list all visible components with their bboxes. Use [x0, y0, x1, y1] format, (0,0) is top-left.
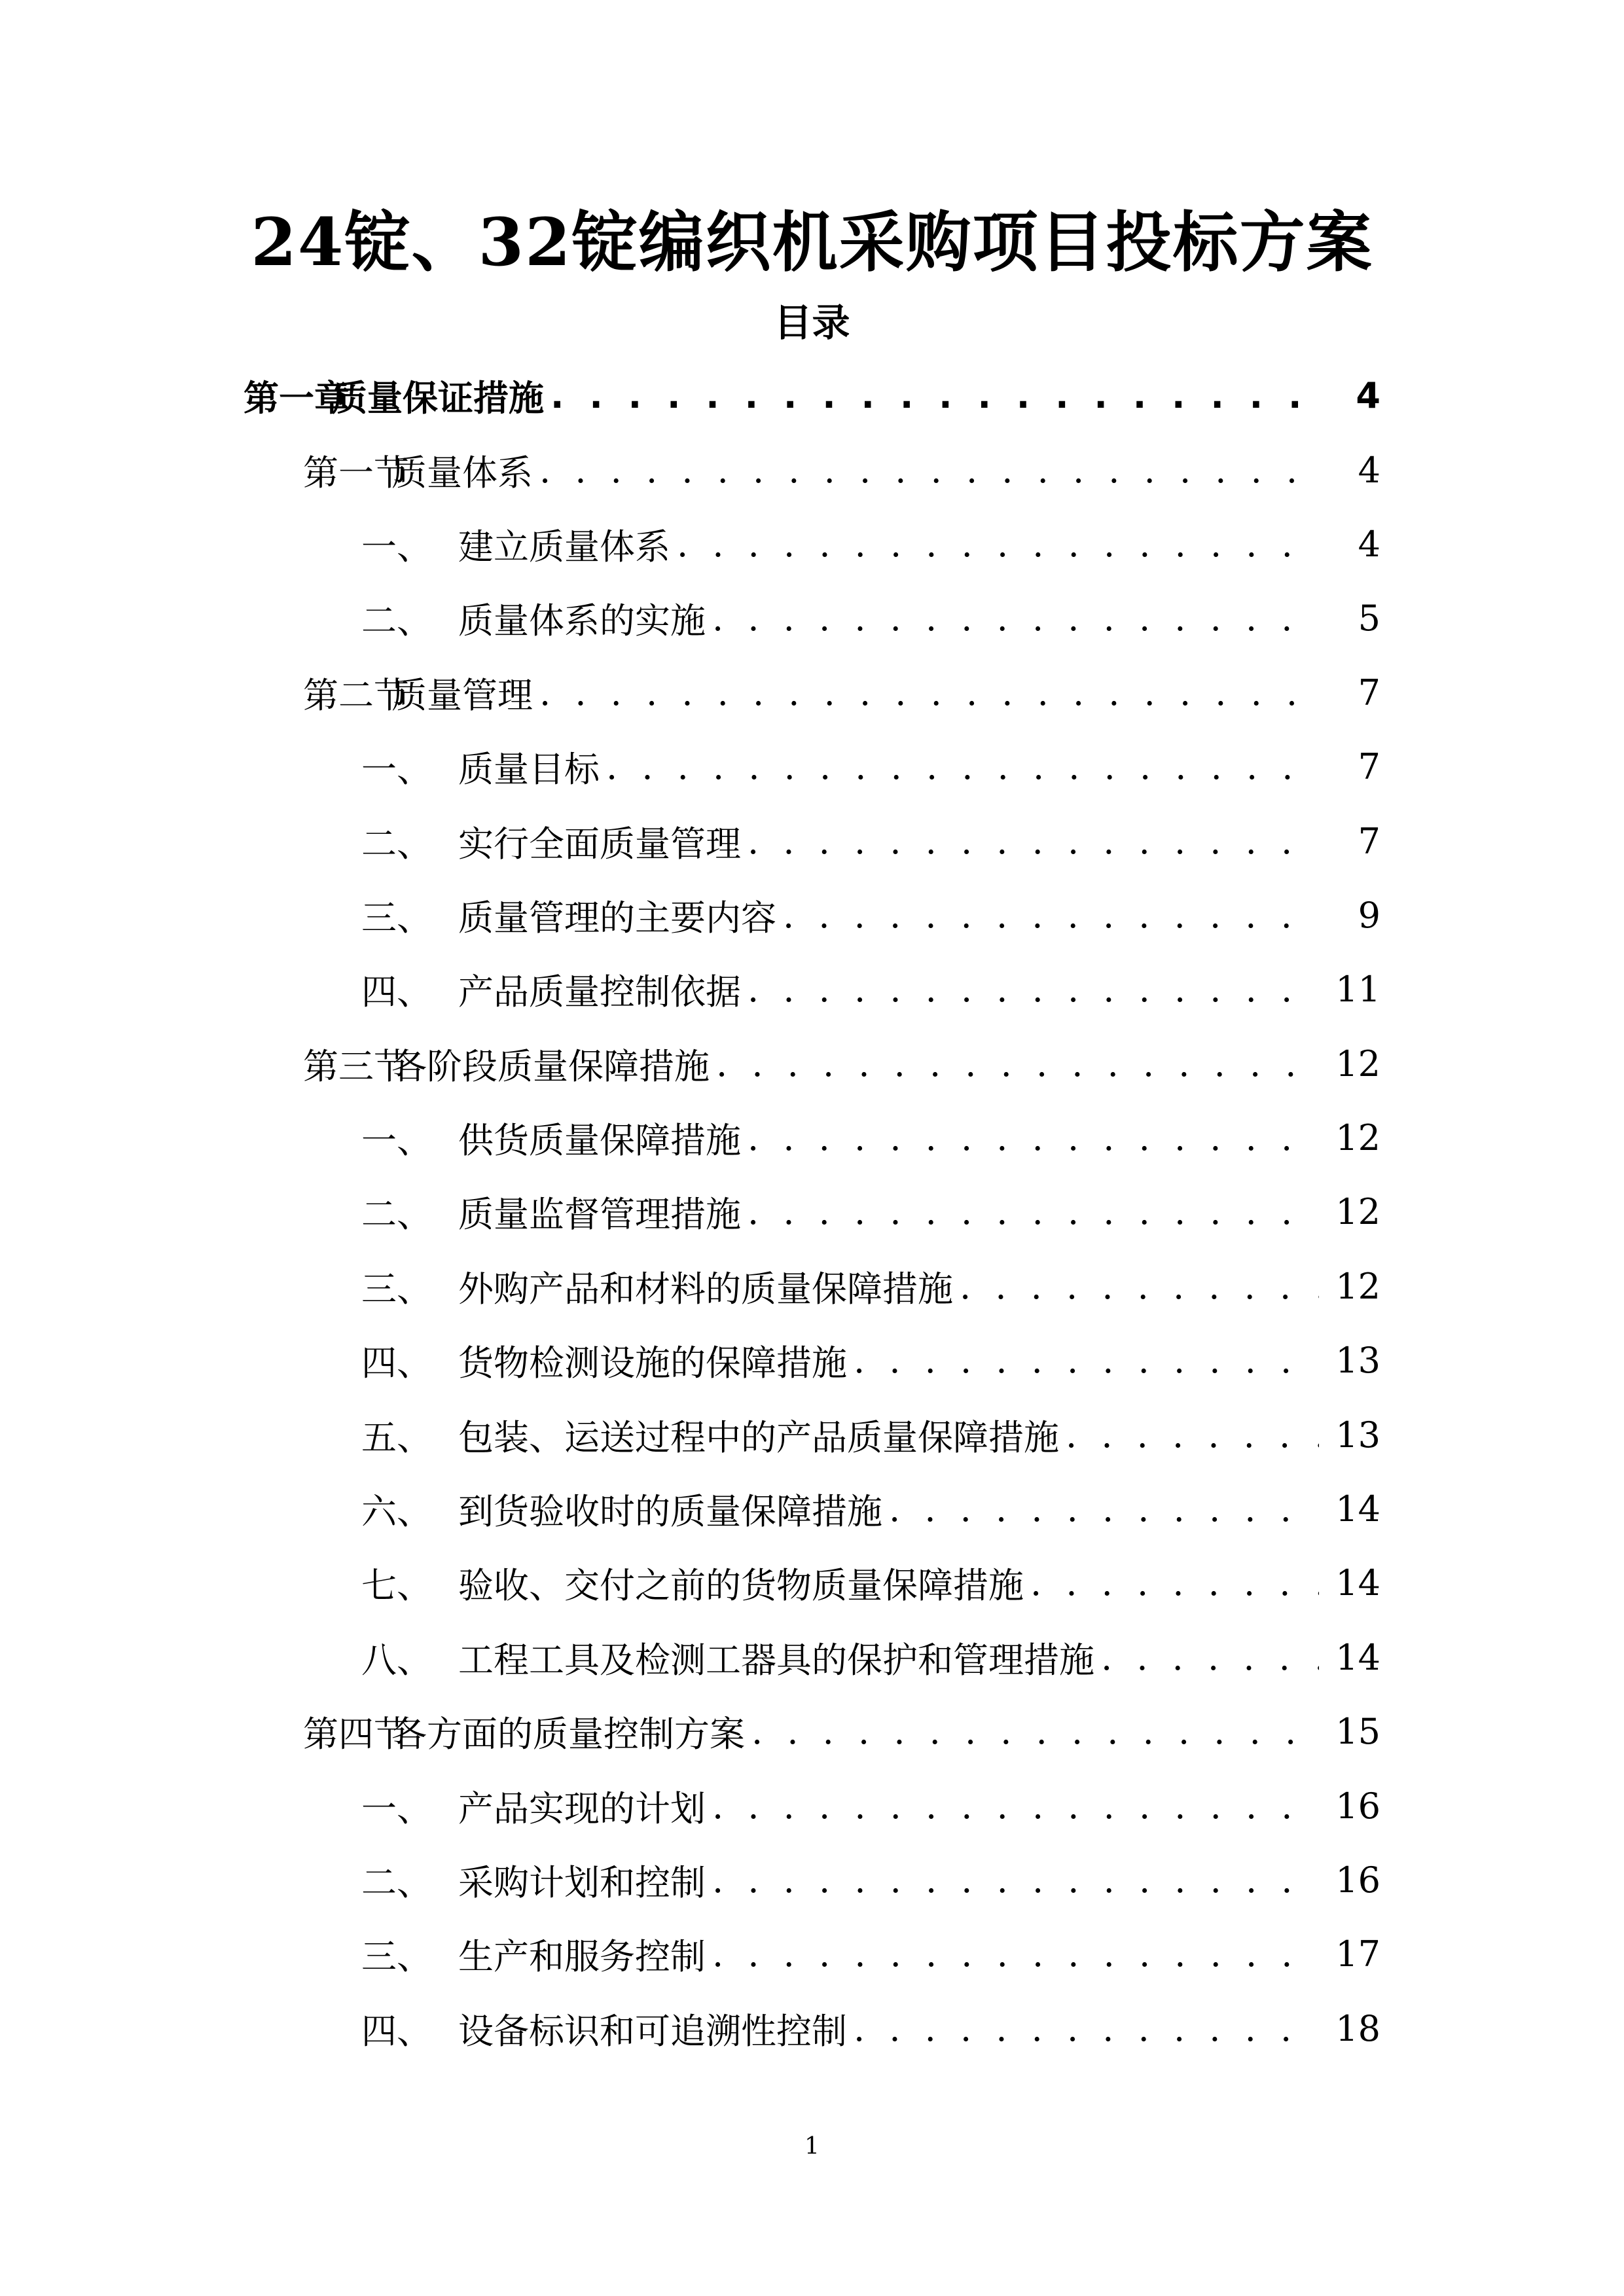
toc-entry-label — [361, 1113, 741, 1163]
toc-entry-number: 五、 — [361, 1416, 432, 1458]
toc-entry-label — [361, 1781, 706, 1831]
toc-dot-leader — [716, 1043, 1319, 1085]
toc-entry-page: 12 — [1335, 1117, 1380, 1159]
toc-entry-label — [361, 1558, 1024, 1608]
toc-entry-page: 14 — [1335, 1562, 1380, 1604]
toc-entry-title: 包装、运送过程中的产品质量保障措施 — [458, 1416, 1059, 1458]
toc-entry-label — [361, 1855, 706, 1905]
toc-entry-number: 第四节 — [303, 1713, 409, 1755]
toc-dot-leader — [751, 1711, 1319, 1752]
toc-entry-page: 15 — [1335, 1711, 1380, 1753]
toc-entry[interactable] — [0, 1397, 1624, 1471]
toc-dot-leader — [748, 1117, 1319, 1158]
toc-entry-label — [361, 1335, 847, 1386]
toc-dot-leader — [748, 821, 1319, 862]
toc-entry-title: 到货验收时的质量保障措施 — [458, 1491, 882, 1533]
toc-entry-page: 7 — [1358, 672, 1380, 713]
toc-entry[interactable] — [0, 656, 1624, 730]
toc-entry[interactable] — [0, 878, 1624, 952]
toc-entry-number: 三、 — [361, 897, 432, 939]
toc-dot-leader — [539, 450, 1319, 491]
toc-dot-leader — [712, 1933, 1319, 1975]
toc-entry-label — [303, 668, 533, 718]
toc-entry-title: 质量体系的实施 — [458, 600, 706, 642]
toc-entry-label — [361, 2003, 847, 2054]
toc-entry-title: 产品质量控制依据 — [458, 971, 741, 1013]
toc-entry[interactable] — [0, 581, 1624, 655]
toc-entry-number: 一、 — [361, 526, 432, 567]
toc-entry-number: 八、 — [361, 1639, 432, 1681]
toc-dot-leader — [712, 1859, 1319, 1901]
toc-entry-title: 外购产品和材料的质量保障措施 — [458, 1268, 953, 1310]
toc-entry[interactable] — [0, 1472, 1624, 1546]
toc-entry[interactable] — [0, 1101, 1624, 1175]
toc-entry-label — [303, 1706, 745, 1757]
toc-entry-page: 18 — [1335, 2007, 1380, 2049]
toc-entry-title: 产品实现的计划 — [458, 1787, 706, 1829]
toc-entry-page: 14 — [1335, 1636, 1380, 1678]
toc-entry-page: 7 — [1358, 820, 1380, 862]
toc-dot-leader — [854, 2008, 1319, 2049]
toc-entry[interactable] — [0, 1175, 1624, 1249]
toc-entry-title: 货物检测设施的保障措施 — [458, 1342, 847, 1384]
toc-entry-page: 4 — [1358, 523, 1380, 565]
toc-entry-page: 7 — [1358, 746, 1380, 788]
toc-entry-label — [244, 370, 544, 421]
toc-entry-page: 13 — [1335, 1414, 1380, 1456]
toc-dot-leader — [748, 969, 1319, 1010]
toc-entry-page: 16 — [1335, 1785, 1380, 1827]
toc-entry-page: 9 — [1358, 894, 1380, 936]
table-of-contents — [0, 359, 1624, 2066]
toc-dot-leader — [712, 598, 1319, 639]
toc-entry-page: 14 — [1335, 1488, 1380, 1530]
toc-entry-page: 5 — [1358, 598, 1380, 639]
toc-entry[interactable] — [0, 1323, 1624, 1397]
document-title: 24锭、32锭编织机采购项目投标方案 — [251, 204, 1373, 281]
toc-entry-label — [361, 1261, 953, 1312]
toc-entry[interactable] — [0, 1917, 1624, 1991]
toc-entry[interactable] — [0, 1027, 1624, 1101]
toc-entry-number: 三、 — [361, 1268, 432, 1310]
toc-entry-label — [361, 742, 600, 792]
toc-entry-number: 四、 — [361, 1342, 432, 1384]
toc-entry-title: 质量管理 — [391, 674, 533, 716]
toc-entry-number: 第一节 — [303, 452, 409, 493]
toc-entry[interactable] — [0, 1249, 1624, 1323]
toc-entry-label — [361, 816, 741, 867]
toc-dot-leader — [550, 375, 1319, 416]
toc-entry-title: 质量管理的主要内容 — [458, 897, 776, 939]
toc-entry-page: 12 — [1335, 1043, 1380, 1085]
toc-entry-title: 各方面的质量控制方案 — [391, 1713, 745, 1755]
toc-entry-number: 第一章 — [244, 378, 350, 420]
toc-entry-label — [361, 519, 670, 569]
toc-entry-number: 一、 — [361, 1120, 432, 1162]
toc-entry-page: 16 — [1335, 1859, 1380, 1901]
toc-entry-title: 工程工具及检测工器具的保护和管理措施 — [458, 1639, 1094, 1681]
toc-entry-number: 四、 — [361, 2010, 432, 2052]
toc-entry[interactable] — [0, 359, 1624, 433]
toc-entry-number: 六、 — [361, 1491, 432, 1533]
toc-entry[interactable] — [0, 1768, 1624, 1842]
toc-entry-page: 11 — [1335, 969, 1380, 1011]
toc-entry-label — [361, 593, 706, 643]
toc-entry-number: 第三节 — [303, 1045, 409, 1087]
toc-entry-number: 一、 — [361, 749, 432, 791]
toc-entry-label — [361, 1410, 1059, 1460]
toc-entry-label — [303, 445, 533, 495]
toc-entry-label — [361, 1632, 1094, 1683]
toc-entry-page: 13 — [1335, 1340, 1380, 1382]
toc-entry-label — [361, 964, 741, 1014]
toc-entry[interactable] — [0, 804, 1624, 878]
toc-entry[interactable] — [0, 1843, 1624, 1917]
toc-entry-title: 验收、交付之前的货物质量保障措施 — [458, 1565, 1024, 1607]
toc-entry[interactable] — [0, 730, 1624, 804]
toc-entry-label — [361, 1187, 741, 1237]
toc-entry[interactable] — [0, 1621, 1624, 1695]
toc-entry-title: 生产和服务控制 — [458, 1936, 706, 1978]
toc-entry[interactable] — [0, 1992, 1624, 2066]
toc-entry[interactable] — [0, 1695, 1624, 1768]
toc-dot-leader — [677, 524, 1319, 565]
toc-entry-number: 二、 — [361, 1862, 432, 1903]
toc-dot-leader — [889, 1488, 1319, 1530]
toc-entry-title: 采购计划和控制 — [458, 1862, 706, 1903]
toc-entry-label — [361, 890, 776, 941]
toc-entry-title: 各阶段质量保障措施 — [391, 1045, 710, 1087]
toc-entry-number: 四、 — [361, 971, 432, 1013]
toc-entry-number: 二、 — [361, 600, 432, 642]
toc-entry-page: 4 — [1358, 449, 1380, 491]
toc-entry-page: 17 — [1335, 1933, 1380, 1975]
toc-entry-number: 二、 — [361, 1194, 432, 1236]
toc-entry[interactable] — [0, 952, 1624, 1026]
toc-entry[interactable] — [0, 1546, 1624, 1620]
toc-entry-label — [303, 1039, 710, 1089]
toc-entry-page: 12 — [1335, 1191, 1380, 1233]
toc-dot-leader — [783, 895, 1319, 936]
page-number: 1 — [804, 2133, 820, 2160]
toc-entry-title: 质量目标 — [458, 749, 600, 791]
toc-dot-leader — [712, 1785, 1319, 1827]
toc-entry-number: 二、 — [361, 823, 432, 865]
toc-entry-label — [361, 1929, 706, 1979]
toc-dot-leader — [1066, 1414, 1319, 1456]
toc-entry-number: 第二节 — [303, 674, 409, 716]
toc-entry-title: 设备标识和可追溯性控制 — [458, 2010, 847, 2052]
toc-dot-leader — [854, 1340, 1319, 1381]
toc-entry-title: 实行全面质量管理 — [458, 823, 741, 865]
toc-entry-number: 七、 — [361, 1565, 432, 1607]
toc-entry-page: 12 — [1335, 1265, 1380, 1307]
toc-entry[interactable] — [0, 433, 1624, 507]
toc-dot-leader — [748, 1191, 1319, 1232]
toc-entry-number: 三、 — [361, 1936, 432, 1978]
toc-entry-page: 4 — [1356, 375, 1380, 417]
toc-entry-title: 供货质量保障措施 — [458, 1120, 741, 1162]
toc-entry-title: 建立质量体系 — [458, 526, 670, 567]
toc-heading: 目录 — [774, 300, 850, 345]
toc-entry-label — [361, 1484, 882, 1534]
toc-dot-leader — [539, 672, 1319, 713]
toc-dot-leader — [1030, 1562, 1319, 1604]
toc-dot-leader — [1101, 1637, 1319, 1678]
toc-entry-title: 质量监督管理措施 — [458, 1194, 741, 1236]
toc-entry-title: 质量体系 — [391, 452, 533, 493]
toc-entry-title: 质量保证措施 — [332, 378, 544, 420]
toc-entry[interactable] — [0, 507, 1624, 581]
toc-entry-number: 一、 — [361, 1787, 432, 1829]
toc-dot-leader — [960, 1266, 1319, 1307]
toc-dot-leader — [606, 746, 1319, 787]
